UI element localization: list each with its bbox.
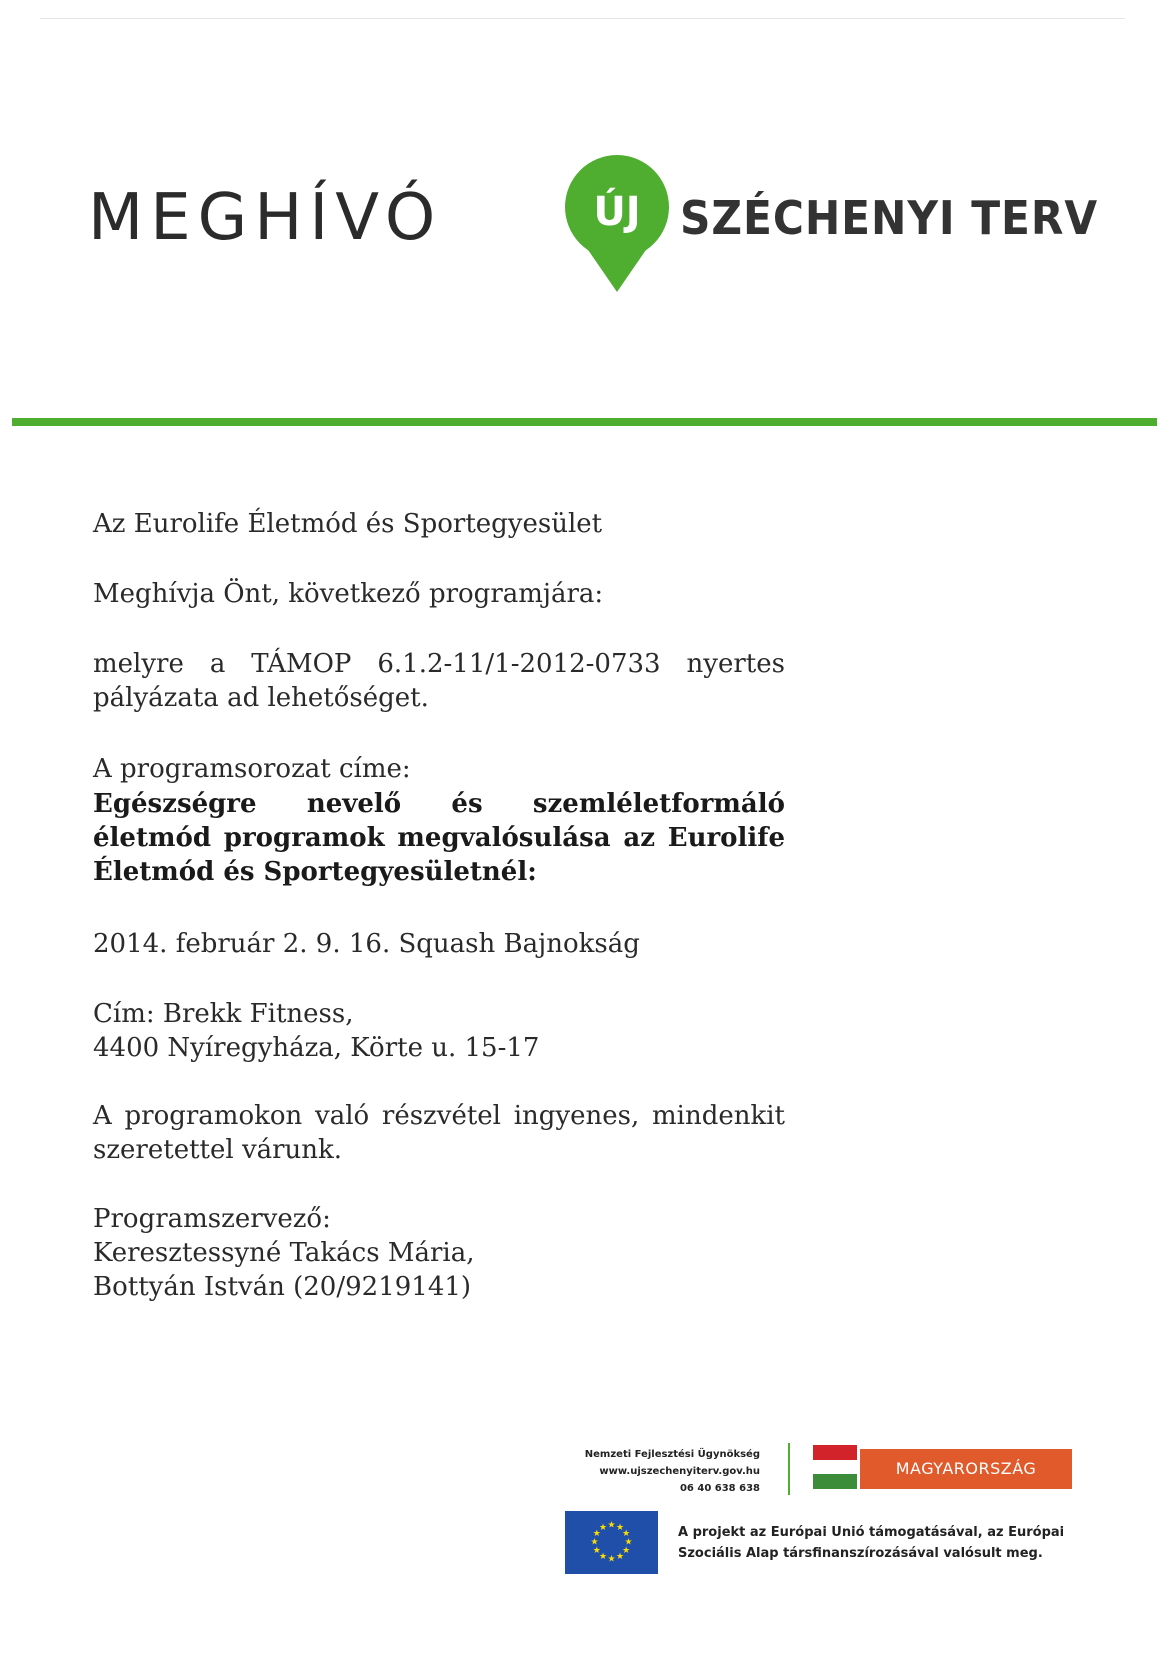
hungarian-flag-icon (813, 1445, 857, 1489)
event-line: 2014. február 2. 9. 16. Squash Bajnokság (93, 929, 640, 959)
top-divider (40, 18, 1125, 19)
svg-text:★: ★ (607, 1554, 616, 1565)
contact-name-2: Bottyán István (20/9219141) (93, 1272, 472, 1302)
svg-text:★: ★ (598, 1552, 608, 1563)
flag-stripe-red (813, 1445, 857, 1460)
map-pin-icon (562, 152, 672, 310)
svg-text:★: ★ (615, 1522, 625, 1533)
contact-name-1: Keresztessyné Takács Mária, (93, 1238, 475, 1268)
agency-url: www.ujszechenyiterv.gov.hu (599, 1466, 760, 1477)
participation-text: A programokon való részvétel ingyenes, mindenkit szeretettel várunk. (93, 1101, 785, 1165)
svg-text:★: ★ (622, 1529, 631, 1539)
eu-funding-note: A projekt az Európai Unió támogatásával, az Európai Szociális Alap társfinanszírozásával valósult meg. (678, 1525, 1065, 1561)
agency-name: Nemzeti Fejlesztési Ügynökség (584, 1449, 760, 1460)
flag-stripe-white (813, 1460, 857, 1475)
agency-block (520, 1446, 760, 1497)
flag-stripe-green (813, 1474, 857, 1489)
logo-badge-text: ÚJ (593, 189, 641, 235)
pin-tail (584, 244, 650, 292)
eu-flag-icon (565, 1511, 658, 1574)
address-line-2: 4400 Nyíregyháza, Körte u. 15-17 (93, 1033, 540, 1063)
svg-text:★: ★ (598, 1522, 608, 1533)
address-line-1: Cím: Brekk Fitness, (93, 999, 354, 1029)
svg-text:★: ★ (590, 1537, 599, 1548)
svg-text:★: ★ (592, 1546, 601, 1556)
magyarorszag-megujul-banner: MAGYARORSZÁG MEGÚJUL (860, 1449, 1072, 1489)
logo-name: SZÉCHENYI TERV (680, 191, 1099, 245)
footer-divider (788, 1443, 790, 1495)
contact-label: Programszervező: (93, 1204, 331, 1234)
series-title: Egészségre nevelő és szemléletformáló életmód programok megvalósulása az Eurolife Életmód és Sportegyesületnél: (93, 789, 785, 887)
agency-phone: 06 40 638 638 (679, 1483, 760, 1494)
page-title: MEGHÍVÓ (88, 181, 443, 255)
svg-text:★: ★ (615, 1552, 625, 1563)
eu-stars (565, 1511, 658, 1574)
organizer-line: Az Eurolife Életmód és Sportegyesület (93, 509, 603, 539)
green-divider (12, 418, 1157, 426)
svg-text:★: ★ (624, 1537, 633, 1548)
series-label: A programsorozat címe: (93, 754, 411, 784)
grant-text: melyre a TÁMOP 6.1.2-11/1-2012-0733 nyertes pályázata ad lehetőséget. (93, 649, 785, 713)
svg-text:★: ★ (607, 1520, 616, 1531)
svg-text:★: ★ (592, 1529, 601, 1539)
invite-line: Meghívja Önt, következő programjára: (93, 579, 604, 609)
svg-text:★: ★ (622, 1546, 631, 1556)
